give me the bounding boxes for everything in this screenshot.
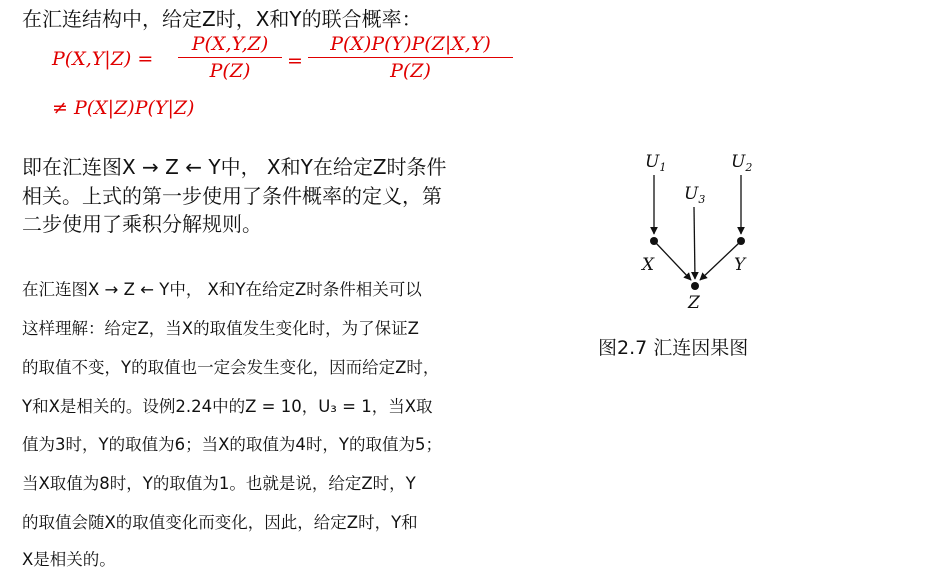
- paragraph-2-line: 的取值会随X的取值变化而变化，因此，给定Z时，Y和: [22, 513, 418, 532]
- paragraph-2-line: X是相关的。: [22, 550, 116, 569]
- paragraph-2-line: 在汇连图X → Z ← Y中， X和Y在给定Z时条件相关可以: [22, 280, 422, 299]
- figure-caption: 图2.7 汇连因果图: [598, 337, 749, 359]
- node-x-label: X: [642, 255, 655, 275]
- node-u3-label: $U_3$: [684, 184, 706, 206]
- edge-x-z: [656, 243, 691, 280]
- node-u2-label: $U_2$: [731, 152, 753, 174]
- fraction-2-denominator: P(Z): [390, 60, 431, 82]
- node-y: [737, 237, 745, 245]
- fraction-1: [178, 33, 282, 82]
- node-x: [650, 237, 658, 245]
- fraction-1-denominator: P(Z): [209, 60, 251, 82]
- intro-text: 在汇连结构中，给定Z时，X和Y的联合概率：: [22, 7, 422, 31]
- formula-line-2: ≠ P(X|Z)P(Y|Z): [52, 97, 195, 119]
- formula-equals: =: [287, 50, 303, 72]
- fraction-2: [308, 33, 513, 82]
- node-z: [691, 282, 699, 290]
- paragraph-2-line: 当X取值为8时，Y的取值为1。也就是说，给定Z时，Y: [22, 474, 416, 493]
- edge-u3-z: [694, 207, 695, 279]
- paragraph-1-line: 二步使用了乘积分解规则。: [22, 212, 262, 236]
- formula-lhs: P(X,Y|Z) =: [52, 48, 154, 70]
- paragraph-1-line: 相关。上式的第一步使用了条件概率的定义，第: [22, 184, 442, 208]
- paragraph-2-line: 值为3时，Y的取值为6；当X的取值为4时，Y的取值为5；: [22, 435, 442, 454]
- paragraph-1-line: 即在汇连图X → Z ← Y中， X和Y在给定Z时条件: [22, 155, 447, 179]
- node-u1-label: $U_1$: [645, 152, 667, 174]
- fraction-1-numerator: P(X,Y,Z): [178, 33, 282, 58]
- node-z-label: Z: [688, 293, 700, 313]
- node-y-label: Y: [734, 255, 746, 275]
- fraction-2-numerator: P(X)P(Y)P(Z|X,Y): [308, 33, 513, 58]
- collider-causal-diagram: [630, 145, 770, 315]
- paragraph-2-line: 这样理解：给定Z，当X的取值发生变化时，为了保证Z: [22, 319, 419, 338]
- paragraph-2-line: 的取值不变，Y的取值也一定会发生变化，因而给定Z时，: [22, 358, 440, 377]
- paragraph-2-line: Y和X是相关的。设例2.24中的Z = 10，U₃ = 1，当X取: [22, 397, 433, 416]
